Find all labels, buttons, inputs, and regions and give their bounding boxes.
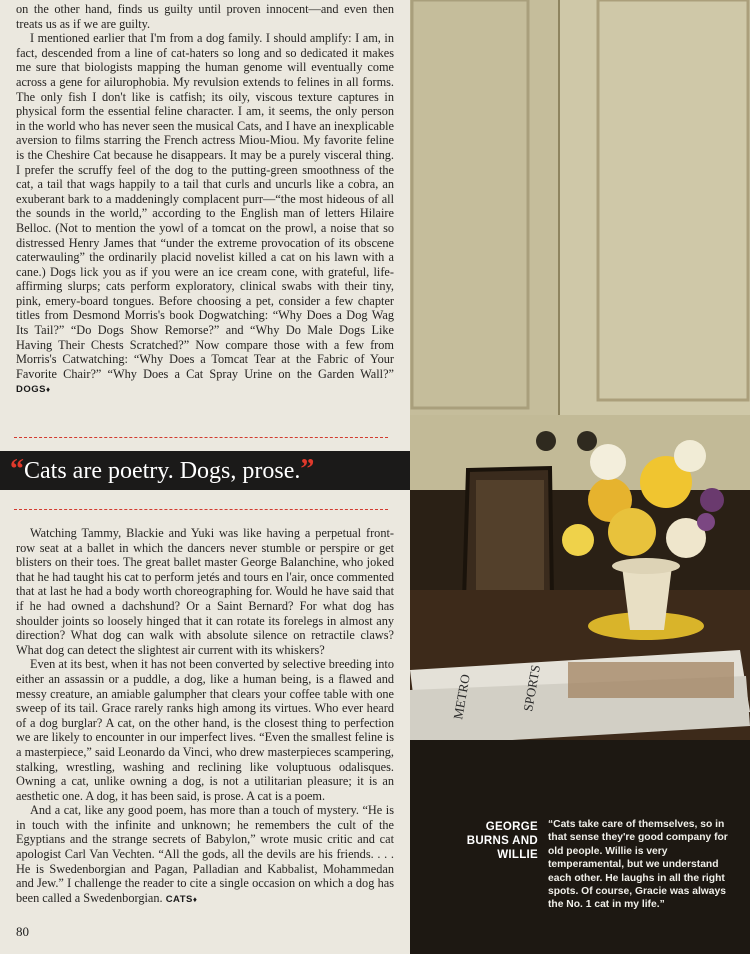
diamond-arrow-icon: ♦: [45, 385, 51, 395]
paragraph-5: [16, 803, 394, 907]
pull-quote-bar: [0, 451, 410, 490]
article-text-top: [16, 2, 394, 404]
caption-name: [454, 820, 538, 862]
close-quote-mark: ”: [300, 454, 315, 485]
jump-label-dogs: DOGS: [16, 384, 46, 396]
diamond-arrow-icon: ♦: [192, 894, 198, 904]
flower-yellow: [608, 508, 656, 556]
dashed-rule-bottom: [14, 509, 388, 510]
newspaper-heading-sports: SPORTS: [520, 663, 544, 713]
flower-white-rose: [674, 440, 706, 472]
flower-purple: [697, 513, 715, 531]
article-text-bottom: [16, 526, 394, 914]
paragraph-1: on the other hand, finds us guilty until proven innocent—and even then treats us as if we are guilty.: [16, 2, 394, 31]
jump-line-cats: [166, 894, 198, 905]
pull-quote-text: Cats are poetry. Dogs, prose.: [24, 458, 301, 484]
newspaper-photo: [568, 662, 734, 698]
open-quote-mark: “: [10, 454, 24, 485]
caption-quote: “Cats take care of themselves, so in that sense they're good company for old people. Willie is very temperamental, but we understand each other. He laughs in all the right spots. Of course, Gracie was always the No. 1 cat in my life.”: [548, 819, 728, 911]
door-knob-right: [577, 431, 597, 451]
photo-illustration: [410, 0, 750, 954]
pull-quote: [10, 455, 314, 486]
jump-line-dogs: [16, 384, 51, 395]
vase-rim: [612, 558, 680, 574]
paragraph-3: Watching Tammy, Blackie and Yuki was like having a perpetual front-row seat at a ballet in which the dancers never stumble or perspire or get blisters on their toes. The great ballet master George Balanchine, who joked that he had taught his cat to perform jetés and tours en l'air, once commented that at last he had a body worth choreographing for. Would he have said that if he had owned a dachshund? Or a Saint Bernard? For what dog has shoulder joints so loosely hinged that it can rotate its forelegs in almost any direction? What dog can walk with absolute silence on retractile claws? What dog can detect the slightest air current with its whiskers?: [16, 526, 394, 657]
cabinet-door-right: [560, 0, 750, 420]
paragraph-5-text: And a cat, like any good poem, has more than a touch of mystery. “He is in touch with the infinite and unknown; he remembers the cult of the Egyptians and the strange secrets of Babylon,” wrote music critic and cat apologist Carl Van Vechten. “All the gods, all the devils are his friends. . . . He is Swedenborgian and Pagan, Palladian and Kabbalist, Mohammedan and Jew.” I challenge the reader to cite a single occasion on which a dog has been called a Swedenborgian.: [16, 803, 394, 905]
caption-name-line-1: GEORGE: [485, 821, 538, 833]
dashed-rule-top: [14, 437, 388, 438]
jump-label-cats: CATS: [165, 893, 193, 905]
flower-white-rose: [590, 444, 626, 480]
photo-george-burns-cat: [410, 0, 750, 954]
flower-purple: [700, 488, 724, 512]
page-number: 80: [16, 924, 29, 939]
paragraph-4: Even at its best, when it has not been converted by selective breeding into either an assassin or a puddle, a dog, like a human being, is a flawed and messy creature, an amiable galumpher that clears your coffee table with one sweep of its tail. Grace rarely ranks high among its virtues. Who ever heard of a dog burglar? A cat, on the other hand, is the closest thing to perfection we are likely to encounter in our imperfect lives. “Even the smallest feline is a masterpiece,” said Leonardo da Vinci, who drew masterpieces scampering, stalking, wrestling, washing and reclining like voluptuous odalisques. Owning a cat, unlike owning a dog, is not a utilitarian pleasure; it is an aesthetic one. A dog, it has been said, is prose. A cat is a poem.: [16, 657, 394, 803]
newspaper-heading-metro: METRO: [450, 673, 473, 721]
door-knob-left: [536, 431, 556, 451]
paragraph-2-text: I mentioned earlier that I'm from a dog family. I should amplify: I am, in fact, descended from a line of cat-haters so long and so dedicated it makes me sure that biologists mapping the human genome will eventually come across a gene for ailurophobia. My revulsion extends to felines in all forms. The only fish I don't like is catfish; its oily, viscous texture captures in physical form the essential feline character. I am, it seems, the only person in the world who has never seen the musical Cats, and I have an inexplicable aversion to films starring the French actress Miou-Miou. My favorite feline is the Cheshire Cat because he disappears. It may be a purely visceral thing. I prefer the scruffy feel of the dog to the putting-green smoothness of the cat, a tail that wags happily to a tail that curls and uncurls like a cobra, an exuberant bark to a maddeningly complacent purr—“the most hideous of all the sounds in the world,” according to the English man of letters Hilaire Belloc. (Not to mention the yowl of a tomcat on the prowl, a noise that so distressed Henry James that “under the extreme provocation of its obscene caterwauling” the ordinarily placid novelist killed a cat on his lawn with a cane.) Dogs lick you as if you were an ice cream cone, with grateful, life-affirming slurps; cats perform exploratory, clinical swabs with their tiny, pink, emery-board tongues. Before choosing a pet, consider a few chapter titles from Desmond Morris's book Dogwatching: “Why Does a Dog Wag Its Tail?” “Do Dogs Show Remorse?” and “Why Do Male Dogs Like Having Their Chests Scratched?” Now compare those with a few from Morris's Catwatching: “Why Does a Tomcat Tear at the Fabric of Your Favorite Chair?” “Why Does a Cat Spray Urine on the Garden Wall?”: [16, 31, 394, 381]
chair-cane-weave: [476, 480, 544, 590]
cabinet-door-left: [410, 0, 558, 420]
flower-daisy: [562, 524, 594, 556]
caption-name-line-3: WILLIE: [497, 849, 538, 861]
paragraph-2: [16, 31, 394, 398]
caption-name-line-2: BURNS AND: [466, 835, 538, 847]
flower-vase: [622, 566, 672, 630]
